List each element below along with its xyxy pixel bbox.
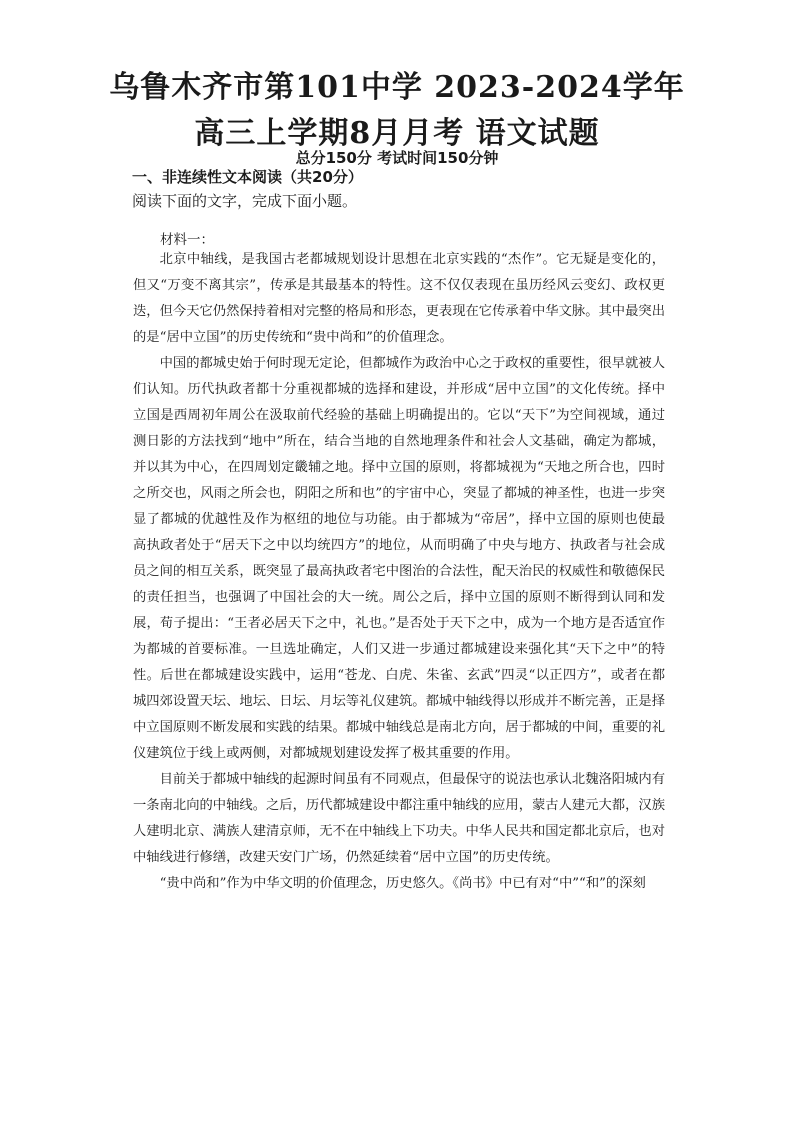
paragraph: 中国的都城史始于何时现无定论，但都城作为政治中心之于政权的重要性，很早就被人们认知。历代执政者都十分重视都城的选择和建设，并形成“居中立国”的文化传统。择中立国是西周初年周公在汲取前代经验的基础上明确提出的。它以“天下”为空间视域，通过测日影的方法找到“地中”所在，结合当地的自然地理条件和社会人文基础，确定为都城，并以其为中心，在四周划定畿辅之地。择中立国的原则，将都城视为“天地之所合也，四时之所交也，风雨之所会也，阴阳之所和也”的宇宙中心，突显了都城的神圣性，也进一步突显了都城的优越性及作为枢纽的地位与功能。由于都城为“帝居”，择中立国的原则也使最高执政者处于“居天下之中以均统四方”的地位，从而明确了中央与地方、执政者与社会成员之间的相互关系，既突显了最高执政者宅中图治的合法性，配天治民的权威性和敬德保民的责任担当，也强调了中国社会的大一统。周公之后，择中立国的原则不断得到认同和发展，荀子提出：“王者必居天下之中，礼也。”是否处于天下之中，成为一个地方是否适宜作为都城的首要标准。一旦选址确定，人们又进一步通过都城建设来强化其“天下之中”的特性。后世在都城建设实践中，运用“苍龙、白虎、朱雀、玄武”四灵“以正四方”，或者在都城四郊设置天坛、地坛、日坛、月坛等礼仪建筑。都城中轴线得以形成并不断完善，正是择中立国原则不断发展和实践的结果。都城中轴线总是南北方向，居于都城的中间，重要的礼仪建筑位于线上或两侧，对都城规划建设发挥了极其重要的作用。 bbox=[133, 356, 665, 761]
section-instruction: 阅读下面的文字，完成下面小题。 bbox=[132, 192, 358, 210]
paragraph: “贵中尚和”作为中华文明的价值理念，历史悠久。《尚书》中已有对“中”“和”的深刻 bbox=[159, 876, 646, 891]
paragraph: 目前关于都城中轴线的起源时间虽有不同观点，但最保守的说法也承认北魏洛阳城内有一条南北向的中轴线。之后，历代都城建设中都注重中轴线的应用，蒙古人建元大都，汉族人建明北京、满族人建清京师，无不在中轴线上下功夫。中华人民共和国定都北京后，也对中轴线进行修缮，改建天安门广场，仍然延续着“居中立国”的历史传统。 bbox=[133, 772, 665, 865]
exam-title-line-2: 高三上学期8月月考 语文试题 bbox=[194, 116, 600, 151]
paragraph: 北京中轴线，是我国古老都城规划设计思想在北京实践的“杰作”。它无疑是变化的，但又“万变不离其宗”，传承是其最基本的特性。这不仅仅表现在虽历经风云变幻、政权更迭，但今天它仍然保持着相对完整的格局和形态，更表现在它传承着中华文脉。其中最突出的是“居中立国”的历史传统和“贵中尚和”的价值理念。 bbox=[133, 252, 665, 345]
reading-passage bbox=[133, 247, 665, 897]
exam-title-line-1: 乌鲁木齐市第101中学 2023-2024学年 bbox=[109, 70, 685, 105]
section-heading: 一、非连续性文本阅读（共20分） bbox=[132, 168, 363, 186]
material-label: 材料一： bbox=[160, 232, 214, 248]
exam-subtitle: 总分150分 考试时间150分钟 bbox=[295, 149, 499, 167]
